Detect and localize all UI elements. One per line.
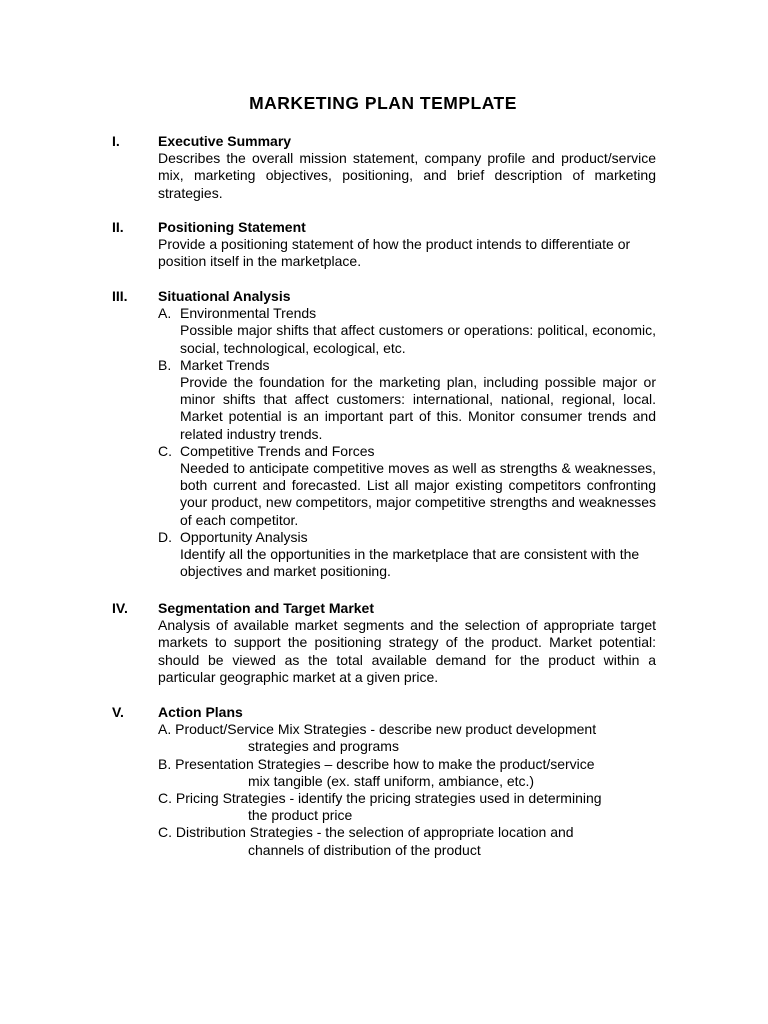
section-body (158, 219, 656, 271)
subsection-market-trends (158, 357, 656, 443)
section-body (158, 704, 656, 859)
section-text: Describes the overall mission statement, company profile and product/service mix, marketing objectives, positioning, and brief description of marketing strategies. (158, 150, 656, 201)
section-heading: Positioning Statement (158, 219, 306, 235)
subsection-letter: D. (158, 528, 172, 545)
section-text: Provide a positioning statement of how the product intends to differentiate or position itself in the marketplace. (158, 236, 631, 270)
subsection-text: Provide the foundation for the marketing plan, including possible major or minor shifts that affect customers: international, national, regional, local. Market potential is an important part of this. Monitor consumer trends and related industry trends. (180, 374, 656, 442)
section-numeral: III. (112, 288, 128, 304)
section-body (158, 288, 656, 580)
action-plan-text: B. Presentation Strategies – describe how to make the product/service (158, 755, 595, 772)
subsection-competitive-trends (158, 443, 656, 529)
section-numeral: V. (112, 704, 124, 720)
subsection-letter: C. (158, 442, 172, 459)
section-numeral: II. (112, 219, 124, 235)
subsection-text: Identify all the opportunities in the marketplace that are consistent with the objectives and market positioning. (180, 546, 640, 580)
section-text: Analysis of available market segments and the selection of appropriate target markets to support the positioning strategy of the product. Market potential: should be viewed as the total available demand for the product within a particular geographic market at a given price. (158, 617, 656, 685)
section-numeral: IV. (112, 600, 128, 616)
subsection-title: Competitive Trends and Forces (180, 442, 375, 459)
subsection-letter: A. (158, 305, 172, 322)
action-plan-item (158, 756, 656, 790)
subsection-letter: B. (158, 356, 172, 373)
subsection-text: Needed to anticipate competitive moves as well as strengths & weaknesses, both current and forecasted. List all major existing competitors confronting your product, new competitors, major competitive strengths and weaknesses of each competitor. (180, 460, 656, 528)
section-numeral: I. (112, 133, 120, 149)
subsection-text: Possible major shifts that affect customers or operations: political, economic, social, technological, ecological, etc. (180, 322, 656, 356)
section-heading: Action Plans (158, 704, 243, 720)
action-plan-item (158, 824, 656, 858)
subsection-opportunity-analysis (158, 529, 656, 581)
action-plan-text: A. Product/Service Mix Strategies - describe new product development (158, 721, 597, 738)
subsection-title: Environmental Trends (180, 305, 317, 322)
action-plan-item (158, 721, 656, 755)
section-heading: Situational Analysis (158, 288, 291, 304)
section-heading: Executive Summary (158, 133, 292, 149)
document-title: MARKETING PLAN TEMPLATE (249, 93, 517, 113)
subsection-title: Opportunity Analysis (180, 528, 308, 545)
subsection-environmental-trends (158, 305, 656, 357)
section-body (158, 133, 656, 202)
action-plan-text: C. Distribution Strategies - the selection of appropriate location and (158, 824, 574, 841)
subsection-title: Market Trends (180, 356, 270, 373)
action-plan-continuation: strategies and programs (248, 738, 399, 755)
action-plan-item (158, 790, 656, 824)
section-body (158, 600, 656, 686)
action-plan-continuation: the product price (248, 807, 353, 824)
action-plan-text: C. Pricing Strategies - identify the pricing strategies used in determining (158, 790, 602, 807)
section-heading: Segmentation and Target Market (158, 600, 375, 616)
action-plan-continuation: channels of distribution of the product (248, 841, 481, 858)
action-plan-continuation: mix tangible (ex. staff uniform, ambiance, etc.) (248, 772, 535, 789)
